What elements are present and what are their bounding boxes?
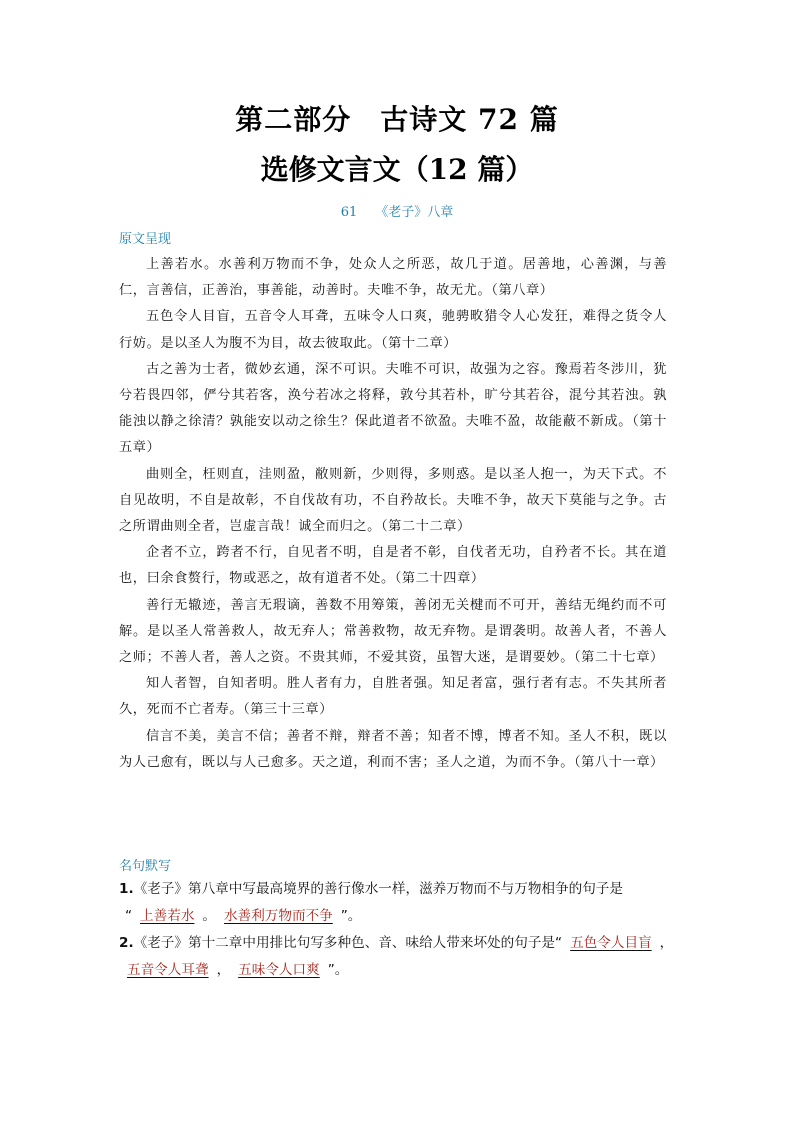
question-text: 《老子》第八章中写最高境界的善行像水一样，滋养万物而不与万物相争的句子是 xyxy=(133,881,623,897)
paragraph-chapter-12: 五色令人目盲，五音令人耳聋，五味令人口爽，驰骋畋猎令人心发狂，难得之货令人行妨。是以圣人为腹不为目，故去彼取此。（第十二章） xyxy=(119,309,667,351)
answer-blank: 五色令人目盲 xyxy=(570,935,652,951)
paragraph-chapter-22: 曲则全，枉则直，洼则盈，敝则新，少则得，多则惑。是以圣人抱一，为天下式。不自见故明，不自是故彰，不自伐故有功，不自矜故长。夫唯不争，故天下莫能与之争。古之所谓曲则全者，岂虚言哉！诚全而归之。（第二十二章） xyxy=(119,466,667,535)
open-quote: “ xyxy=(125,908,133,924)
original-text xyxy=(119,252,667,776)
question-number: 1. xyxy=(119,881,134,897)
paragraph-chapter-24: 企者不立，跨者不行，自见者不明，自是者不彰，自伐者无功，自矜者不长。其在道也，曰余食赘行，物或恶之，故有道者不处。（第二十四章） xyxy=(119,545,667,587)
question-1 xyxy=(119,876,679,930)
question-text: 《老子》第十二章中用排比句写多种色、音、味给人带来坏处的句子是“ xyxy=(133,935,563,951)
separator: ， xyxy=(659,935,674,951)
section-title: 选修文言文（12 篇） xyxy=(260,153,534,186)
part-title: 第二部分 古诗文 72 篇 xyxy=(235,103,559,136)
paragraph-chapter-8: 上善若水。水善利万物而不争，处众人之所恶，故几于道。居善地，心善渊，与善仁，言善信，正善治，事善能，动善时。夫唯不争，故无尤。（第八章） xyxy=(119,257,667,299)
paragraph-chapter-27: 善行无辙迹，善言无瑕谪，善数不用筹策，善闭无关楗而不可开，善结无绳约而不可解。是以圣人常善救人，故无弃人；常善救物，故无弃物。是谓袭明。故善人者，不善人之师；不善人者，善人之资。不贵其师，不爱其资，虽智大迷，是谓要妙。（第二十七章） xyxy=(119,597,667,666)
answer-blank: 上善若水 xyxy=(140,908,195,924)
paragraph-chapter-33: 知人者智，自知者明。胜人者有力，自胜者强。知足者富，强行者有志。不失其所者久，死而不亡者寿。（第三十三章） xyxy=(119,676,667,718)
answer-blank: 五音令人耳聋 xyxy=(127,962,209,978)
lesson-heading xyxy=(0,201,794,220)
separator: 。 xyxy=(202,908,217,924)
original-text-label: 原文呈现 xyxy=(119,232,172,247)
answer-blank: 水善利万物而不争 xyxy=(224,908,333,924)
close-quote: ”。 xyxy=(327,962,349,978)
paragraph-chapter-81: 信言不美，美言不信；善者不辩，辩者不善；知者不博，博者不知。圣人不积，既以为人己愈有，既以与人己愈多。天之道，利而不害；圣人之道，为而不争。（第八十一章） xyxy=(119,728,667,770)
separator: ， xyxy=(216,962,231,978)
close-quote: ”。 xyxy=(340,908,362,924)
answer-blank: 五味令人口爽 xyxy=(238,962,320,978)
lesson-title: 《老子》八章 xyxy=(375,205,454,220)
lesson-number: 61 xyxy=(340,205,358,220)
question-number: 2. xyxy=(119,935,134,951)
question-2 xyxy=(119,930,679,984)
question-1-prompt xyxy=(119,876,679,903)
recite-label: 名句默写 xyxy=(119,859,172,874)
paragraph-chapter-15: 古之善为士者，微妙玄通，深不可识。夫唯不可识，故强为之容。豫焉若冬涉川，犹兮若畏四邻，俨兮其若客，涣兮若冰之将释，敦兮其若朴，旷兮其若谷，混兮其若浊。孰能浊以静之徐清？孰能安以动之徐生？保此道者不欲盈。夫唯不盈，故能蔽不新成。（第十五章） xyxy=(119,361,667,456)
question-1-answer-line xyxy=(119,903,679,930)
